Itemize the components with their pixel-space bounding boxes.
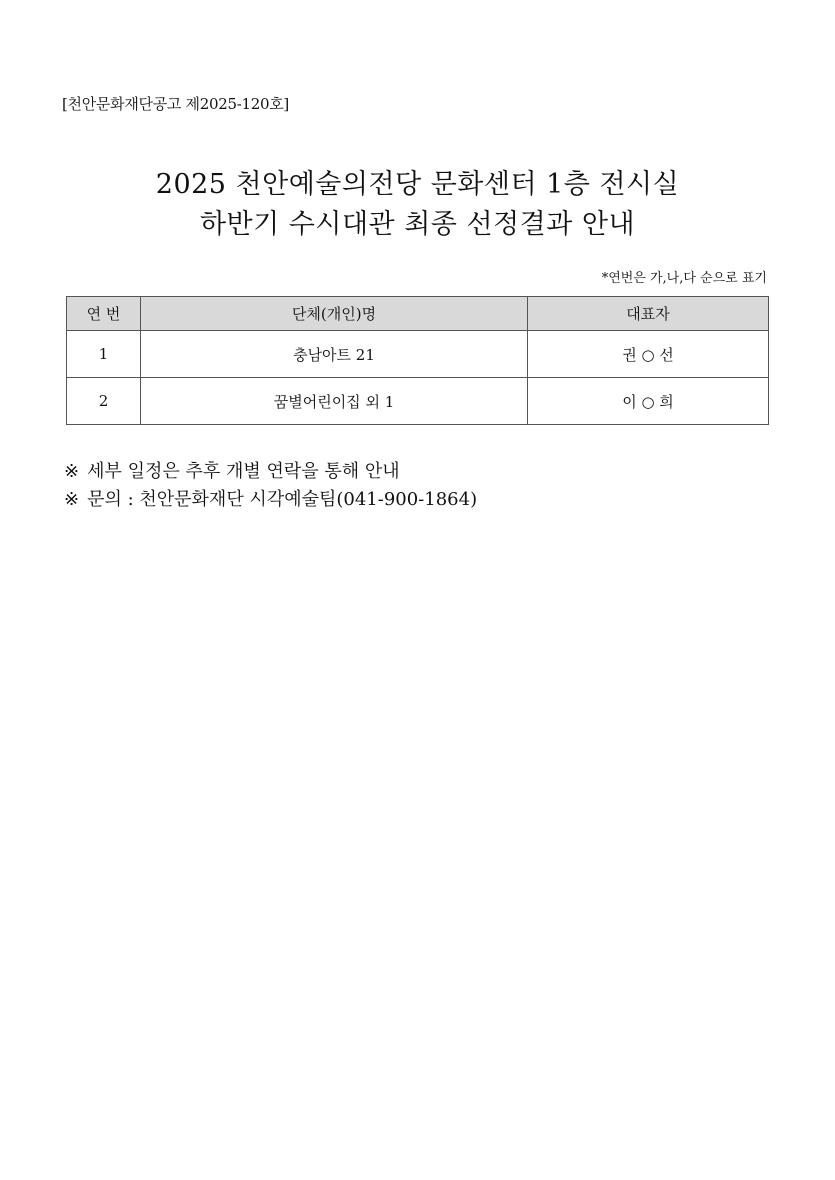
sort-order-note: *연번은 가,나,다 순으로 표기 (601, 271, 767, 286)
row-organization-name: 충남아트 21 (141, 331, 528, 378)
selection-results-table (66, 296, 769, 425)
page-title-line-2: 하반기 수시대관 최종 선정결과 안내 (199, 209, 636, 240)
notice-number: [천안문화재단공고 제2025-120호] (62, 95, 289, 113)
table-row (67, 331, 769, 378)
row-organization-name: 꿈별어린이집 외 1 (141, 378, 528, 425)
note-schedule (64, 458, 477, 486)
page-title-line-1: 2025 천안예술의전당 문화센터 1층 전시실 (155, 169, 680, 200)
row-representative: 권 ○ 선 (528, 331, 769, 378)
column-header-name: 단체(개인)명 (141, 297, 528, 331)
row-number: 2 (67, 378, 141, 425)
note-contact (64, 486, 477, 514)
column-header-representative: 대표자 (528, 297, 769, 331)
column-header-number: 연 번 (67, 297, 141, 331)
reference-mark: ※ (64, 461, 80, 482)
note-text: 문의 : 천안문화재단 시각예술팀(041-900-1864) (87, 489, 478, 510)
reference-mark: ※ (64, 489, 80, 510)
table-row (67, 378, 769, 425)
note-text: 세부 일정은 추후 개별 연락을 통해 안내 (87, 461, 400, 482)
notes-section (64, 458, 477, 514)
table-header-row (67, 297, 769, 331)
row-representative: 이 ○ 희 (528, 378, 769, 425)
row-number: 1 (67, 331, 141, 378)
